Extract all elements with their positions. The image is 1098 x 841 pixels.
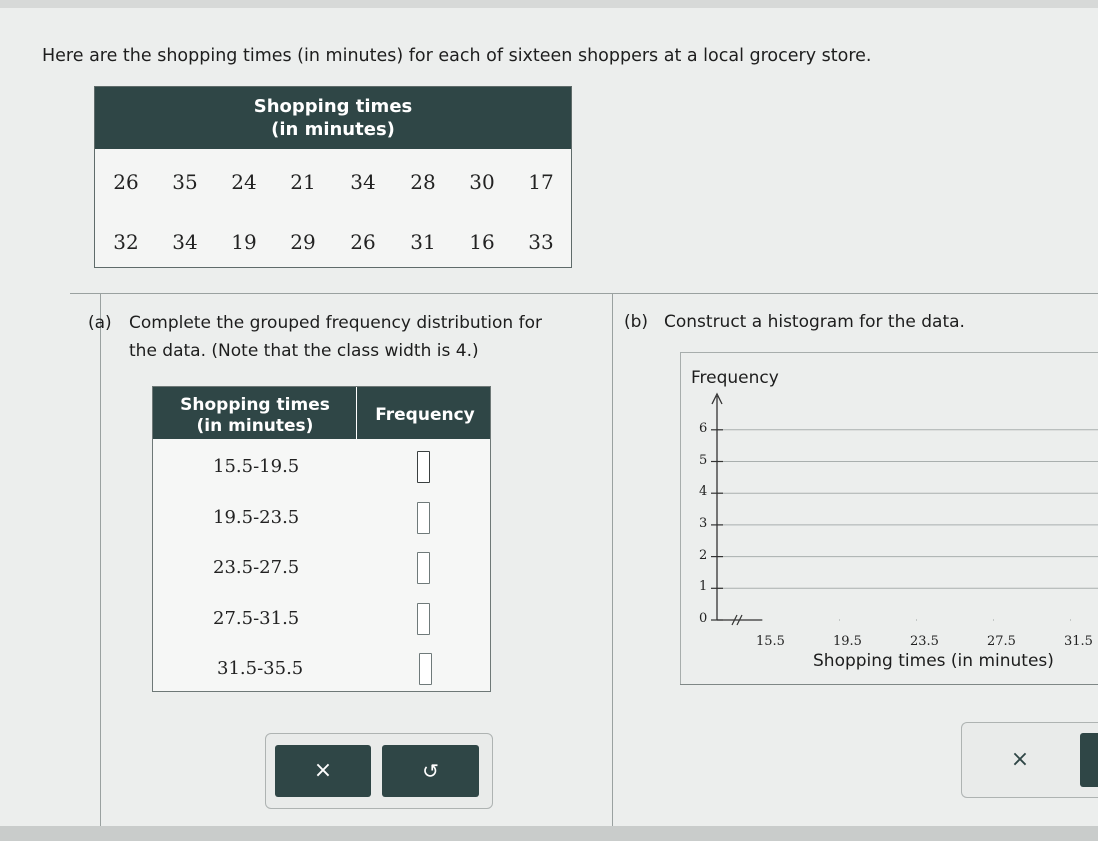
y-axis-label: Frequency — [691, 368, 779, 388]
frequency-input[interactable] — [417, 552, 430, 584]
class-interval-label: 19.5-23.5 — [213, 506, 300, 528]
data-cell: 21 — [290, 170, 316, 194]
y-tick-label: 2 — [699, 547, 708, 563]
data-cell: 16 — [469, 230, 495, 254]
y-tick-label: 3 — [699, 515, 708, 531]
y-tick-label: 6 — [699, 420, 708, 436]
data-table-header-line1: Shopping times — [253, 96, 413, 117]
data-cell: 30 — [469, 170, 495, 194]
data-cell: 17 — [528, 170, 554, 194]
x-tick-label: 23.5 — [910, 634, 939, 649]
y-tick-label: 4 — [699, 484, 708, 500]
data-cell: 28 — [410, 170, 436, 194]
frequency-table-col2-header: Frequency — [375, 405, 475, 425]
data-cell: 34 — [350, 170, 376, 194]
x-tick-label: 31.5 — [1064, 634, 1093, 649]
class-interval-label: 23.5-27.5 — [213, 557, 300, 578]
part-a-instructions-line1: Complete the grouped frequency distribution for — [129, 313, 542, 333]
data-cell: 24 — [231, 170, 257, 194]
histogram-canvas[interactable] — [680, 380, 1098, 660]
x-tick-label: 27.5 — [987, 634, 1016, 649]
data-cell: 33 — [528, 230, 554, 254]
y-tick-label: 1 — [699, 579, 708, 595]
shopping-times-table — [94, 86, 572, 268]
y-tick-label: 0 — [699, 611, 708, 626]
frequency-table-header — [153, 387, 490, 439]
frequency-input[interactable] — [419, 653, 432, 685]
y-tick-label: 5 — [699, 452, 708, 468]
data-table-header-line2: (in minutes) — [271, 119, 395, 140]
close-icon: × — [313, 758, 333, 783]
class-interval-label: 31.5-35.5 — [217, 658, 304, 679]
clear-button[interactable] — [275, 745, 371, 797]
data-cell: 35 — [172, 170, 198, 194]
frequency-input[interactable] — [417, 451, 430, 483]
x-axis-label: Shopping times (in minutes) — [813, 651, 1054, 671]
part-b-instructions: Construct a histogram for the data. — [664, 312, 965, 332]
bottom-strip — [0, 826, 1098, 841]
panel-divider-middle — [612, 293, 613, 833]
col1-header-line1: Shopping times — [180, 395, 330, 415]
panel-left-border — [100, 293, 101, 833]
part-a-instructions-line2: the data. (Note that the class width is 4.) — [129, 341, 479, 361]
x-tick-label: 15.5 — [756, 634, 785, 649]
histogram-frame-bottom — [680, 684, 1098, 685]
data-table-header — [95, 87, 571, 149]
data-cell: 32 — [113, 230, 139, 254]
data-cell: 34 — [172, 230, 198, 254]
part-b-label: (b) — [624, 312, 649, 332]
data-cell: 19 — [231, 230, 257, 254]
data-cell: 31 — [410, 230, 436, 254]
window-top-edge — [0, 0, 1098, 8]
x-tick-label: 19.5 — [833, 634, 862, 649]
frequency-table-col1-header — [161, 395, 349, 437]
question-text: Here are the shopping times (in minutes) for each of sixteen shoppers at a local grocery store. — [42, 46, 872, 66]
part-b-button-group — [961, 722, 1098, 798]
data-cell: 29 — [290, 230, 316, 254]
class-interval-label: 27.5-31.5 — [213, 607, 300, 629]
class-interval-label: 15.5-19.5 — [213, 456, 300, 477]
part-b-second-button[interactable] — [1080, 733, 1098, 787]
frequency-input[interactable] — [417, 603, 430, 635]
data-cell: 26 — [350, 230, 376, 254]
panel-divider-top — [70, 293, 1098, 294]
undo-button[interactable] — [382, 745, 479, 797]
data-cell: 26 — [113, 170, 139, 194]
frequency-input[interactable] — [417, 502, 430, 534]
histogram-frame-top — [680, 352, 1098, 353]
undo-icon: ↺ — [422, 759, 439, 783]
close-icon: × — [1010, 747, 1030, 772]
frequency-distribution-table — [152, 386, 491, 692]
part-b-clear-button[interactable] — [971, 733, 1069, 787]
col1-header-line2: (in minutes) — [196, 416, 314, 436]
header-divider — [356, 387, 357, 439]
part-a-button-group — [265, 733, 493, 809]
part-a-label: (a) — [88, 313, 112, 333]
